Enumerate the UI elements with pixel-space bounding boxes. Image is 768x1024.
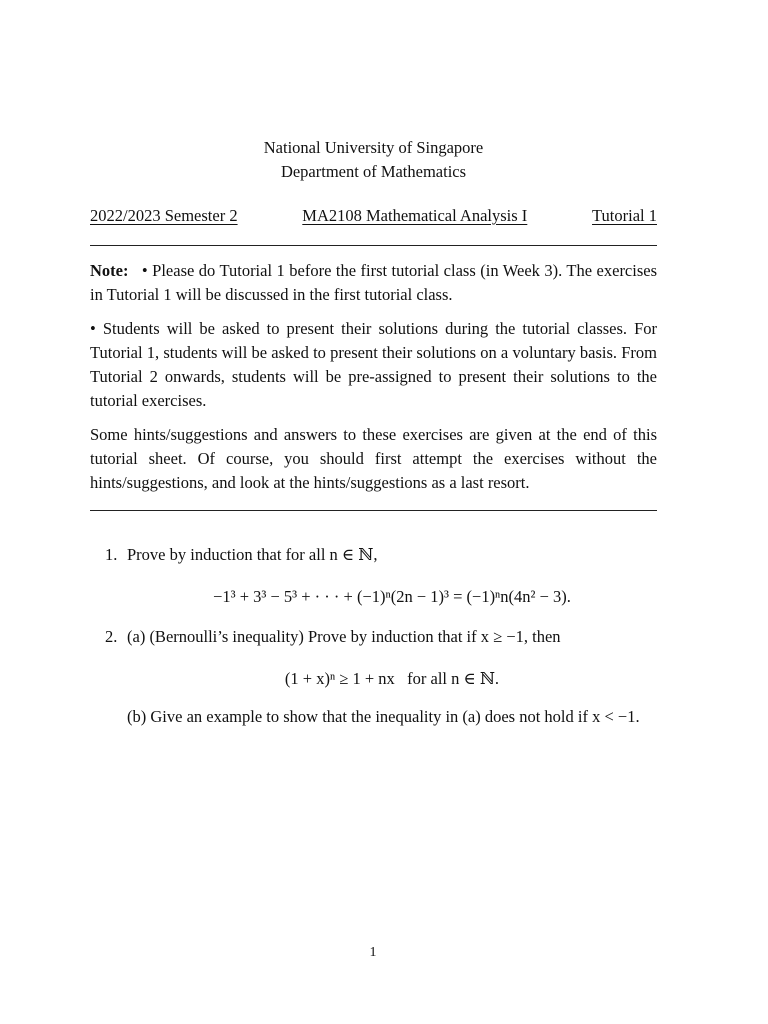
top-divider — [90, 245, 657, 246]
semester-label: 2022/2023 Semester 2 — [90, 206, 238, 225]
note-paragraph-3: Some hints/suggestions and answers to these exercises are given at the end of this tutorial sheet. Of course, you should first attempt the exercises without the hints/suggestions, and look at the hints/suggestions as a last resort. — [90, 425, 657, 492]
document-page — [90, 136, 657, 729]
bottom-divider — [90, 510, 657, 511]
exercise-equation: −1³ + 3³ − 5³ + · · · + (−1)ⁿ(2n − 1)³ = (−1)ⁿn(4n² − 3). — [213, 587, 571, 606]
exercise-1 — [90, 543, 657, 609]
notes-section — [90, 259, 657, 495]
note-paragraph-2: • Students will be asked to present their solutions during the tutorial classes. For Tutorial 1, students will be asked to present their solutions on a voluntary basis. From Tutorial 2 onwards, students will be pre-assigned to present their solutions to the tutorial exercises. — [90, 319, 657, 410]
module-title: MA2108 Mathematical Analysis I — [302, 206, 528, 225]
exercise-prompt: (a) (Bernoulli’s inequality) Prove by induction that if x ≥ −1, then — [127, 627, 561, 646]
tutorial-label: Tutorial 1 — [592, 206, 657, 225]
department-name: Department of Mathematics — [280, 162, 467, 181]
exercise-list — [90, 543, 657, 729]
note-1-text: • Please do Tutorial 1 before the first tutorial class (in Week 3). The exercises in Tutorial 1 will be discussed in the first tutorial class. — [90, 261, 658, 304]
course-info-row — [90, 204, 657, 228]
exercise-2 — [90, 625, 657, 729]
note-label: Note: — [90, 261, 129, 280]
note-paragraph-1 — [90, 259, 657, 307]
university-name: National University of Singapore — [263, 138, 484, 157]
exercise-equation: (1 + x)ⁿ ≥ 1 + nx for all n ∈ ℕ. — [284, 669, 500, 688]
exercise-part-b: (b) Give an example to show that the inequality in (a) does not hold if x < −1. — [127, 707, 640, 726]
page-number: 1 — [369, 945, 377, 960]
exercise-prompt: Prove by induction that for all n ∈ ℕ, — [127, 545, 378, 564]
exercise-number: 2. — [105, 627, 118, 646]
exercise-number: 1. — [105, 545, 118, 564]
